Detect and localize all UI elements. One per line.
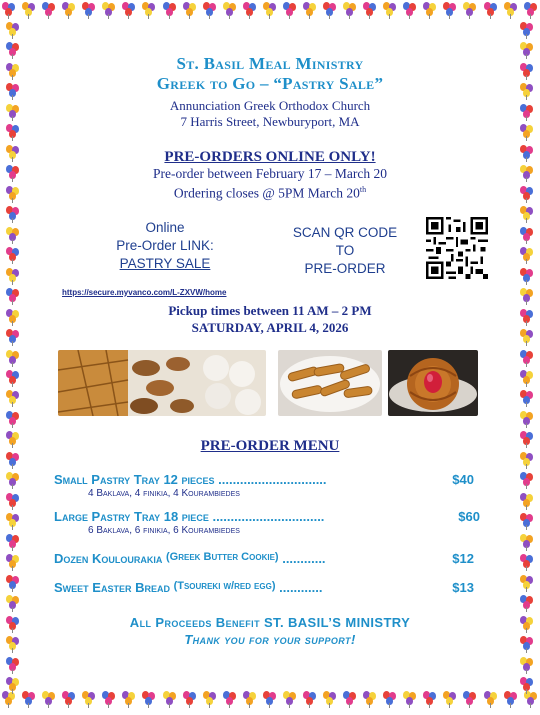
balloon-icon xyxy=(6,104,20,120)
pastry-sale-link[interactable]: PASTRY SALE xyxy=(119,255,211,271)
balloon-icon xyxy=(383,691,397,707)
scan-line1: SCAN QR CODE xyxy=(292,224,398,240)
balloon-icon xyxy=(6,493,20,509)
balloon-icon xyxy=(82,2,96,18)
balloon-icon xyxy=(463,2,477,18)
balloon-icon xyxy=(403,691,417,707)
balloon-icon xyxy=(6,616,20,632)
menu-item xyxy=(54,508,480,536)
balloon-icon xyxy=(243,2,257,18)
item-dots: ............................... xyxy=(212,508,325,524)
balloon-icon xyxy=(2,691,16,707)
balloon-icon xyxy=(6,227,20,243)
flyer-content xyxy=(30,22,510,647)
balloon-icon xyxy=(6,124,20,140)
balloon-icon xyxy=(42,2,56,18)
photo-pastry-tray xyxy=(58,350,266,416)
balloon-icon xyxy=(22,2,36,18)
balloon-icon xyxy=(283,691,297,707)
balloon-icon xyxy=(163,2,177,18)
balloon-icon xyxy=(363,691,377,707)
balloon-icon xyxy=(6,329,20,345)
balloon-icon xyxy=(6,657,20,673)
balloon-icon xyxy=(6,534,20,550)
balloon-icon xyxy=(520,247,534,263)
balloon-icon xyxy=(520,554,534,570)
balloon-icon xyxy=(6,431,20,447)
item-price: $12 xyxy=(452,550,474,566)
balloon-icon xyxy=(163,691,177,707)
balloon-icon xyxy=(6,575,20,591)
balloon-icon xyxy=(520,431,534,447)
balloon-icon xyxy=(520,42,534,58)
item-note: (Greek Butter Cookie) xyxy=(166,550,279,563)
balloon-icon xyxy=(520,63,534,79)
balloon-icon xyxy=(6,390,20,406)
balloon-icon xyxy=(102,691,116,707)
balloon-icon xyxy=(6,145,20,161)
balloon-icon xyxy=(343,691,357,707)
balloon-icon xyxy=(263,2,277,18)
pickup-times: Pickup times between 11 AM – 2 PM xyxy=(168,302,372,318)
balloon-icon xyxy=(6,186,20,202)
balloon-icon xyxy=(520,124,534,140)
balloon-icon xyxy=(520,636,534,652)
balloon-icon xyxy=(504,2,518,18)
church-name: Annunciation Greek Orthodox Church xyxy=(169,98,371,113)
scan-line2: TO xyxy=(335,242,355,258)
item-name: Large Pastry Tray 18 piece xyxy=(54,508,209,524)
balloon-icon xyxy=(2,2,16,18)
balloon-icon xyxy=(323,2,337,18)
balloon-icon xyxy=(6,206,20,222)
balloon-icon xyxy=(520,513,534,529)
balloon-icon xyxy=(520,22,534,38)
menu-heading: PRE-ORDER MENU xyxy=(200,437,340,454)
balloon-icon xyxy=(102,2,116,18)
balloon-icon xyxy=(520,657,534,673)
scan-qr-text xyxy=(280,224,410,278)
item-contents: 4 Baklava, 4 finikia, 4 Kourambiedes xyxy=(88,487,240,499)
balloon-icon xyxy=(243,691,257,707)
balloon-icon xyxy=(520,390,534,406)
balloon-icon xyxy=(263,691,277,707)
balloon-icon xyxy=(303,2,317,18)
balloon-icon xyxy=(62,691,76,707)
balloon-icon xyxy=(520,575,534,591)
balloon-icon xyxy=(22,691,36,707)
item-dots: .............................. xyxy=(218,471,327,487)
balloon-icon xyxy=(520,227,534,243)
balloon-icon xyxy=(6,288,20,304)
balloon-icon xyxy=(520,472,534,488)
balloon-icon xyxy=(6,554,20,570)
order-links-row xyxy=(30,212,510,304)
balloon-icon xyxy=(323,691,337,707)
preorder-closes-sup: th xyxy=(359,185,367,194)
footer-proceeds: All Proceeds Benefit ST. BASIL’S MINISTRY xyxy=(129,614,411,630)
balloon-icon xyxy=(524,2,538,18)
balloon-icon xyxy=(520,268,534,284)
balloon-icon xyxy=(223,691,237,707)
balloon-icon xyxy=(520,534,534,550)
balloon-icon xyxy=(443,2,457,18)
balloon-icon xyxy=(6,309,20,325)
balloon-icon xyxy=(183,2,197,18)
preorder-closes-text: Ordering closes @ 5PM March 20 xyxy=(173,185,360,201)
pickup-date: SATURDAY, APRIL 4, 2026 xyxy=(191,319,349,335)
balloon-icon xyxy=(6,350,20,366)
balloon-icon xyxy=(520,493,534,509)
menu-items xyxy=(54,471,480,595)
item-contents: 6 Baklava, 6 finikia, 6 Kourambiedes xyxy=(88,524,240,536)
balloon-icon xyxy=(6,268,20,284)
item-price: $60 xyxy=(458,508,480,524)
balloon-icon xyxy=(183,691,197,707)
photo-easter-bread xyxy=(388,350,478,416)
footer-thanks: Thank you for your support! xyxy=(184,631,356,647)
balloon-icon xyxy=(6,63,20,79)
balloon-icon xyxy=(6,595,20,611)
balloon-icon xyxy=(283,2,297,18)
balloon-icon xyxy=(62,2,76,18)
balloon-icon xyxy=(443,691,457,707)
balloon-icon xyxy=(403,2,417,18)
order-url-link[interactable]: https://secure.myvanco.com/L-ZXVW/home xyxy=(62,287,227,297)
balloon-icon xyxy=(520,350,534,366)
balloon-icon xyxy=(520,329,534,345)
item-dots: ............ xyxy=(279,579,323,595)
balloon-icon xyxy=(484,2,498,18)
balloon-icon xyxy=(423,691,437,707)
balloon-icon xyxy=(6,677,20,693)
balloon-icon xyxy=(520,370,534,386)
balloon-icon xyxy=(122,2,136,18)
balloon-icon xyxy=(423,2,437,18)
balloon-icon xyxy=(520,206,534,222)
balloon-icon xyxy=(343,2,357,18)
photo-koulourakia xyxy=(278,350,382,416)
balloon-icon xyxy=(6,411,20,427)
menu-item xyxy=(54,551,474,566)
balloon-icon xyxy=(122,691,136,707)
online-link-block xyxy=(90,219,240,273)
item-name: Dozen Koulourakia xyxy=(54,550,163,566)
balloon-icon xyxy=(520,677,534,693)
balloon-icon xyxy=(6,513,20,529)
balloon-border-left xyxy=(2,22,24,693)
pastry-photos xyxy=(30,350,510,416)
item-dots: ............ xyxy=(282,550,326,566)
church-address: 7 Harris Street, Newburyport, MA xyxy=(180,114,360,129)
balloon-icon xyxy=(520,288,534,304)
balloon-icon xyxy=(6,247,20,263)
online-label: Online xyxy=(145,219,185,235)
balloon-icon xyxy=(520,595,534,611)
balloon-icon xyxy=(363,2,377,18)
balloon-icon xyxy=(520,145,534,161)
balloon-icon xyxy=(203,2,217,18)
scan-line3: PRE-ORDER xyxy=(304,260,386,276)
item-note: (Tsoureki w/red egg) xyxy=(173,579,276,592)
balloon-icon xyxy=(6,83,20,99)
balloon-icon xyxy=(142,2,156,18)
balloon-icon xyxy=(520,411,534,427)
balloon-border-right xyxy=(516,22,538,693)
item-price: $13 xyxy=(452,579,474,595)
balloon-icon xyxy=(520,104,534,120)
balloon-icon xyxy=(42,691,56,707)
balloon-icon xyxy=(520,452,534,468)
balloon-icon xyxy=(520,186,534,202)
balloon-border-bottom xyxy=(0,691,540,713)
balloon-icon xyxy=(520,83,534,99)
item-price: $40 xyxy=(452,471,474,487)
preorder-between: Pre-order between February 17 – March 20 xyxy=(153,166,387,181)
balloon-icon xyxy=(6,22,20,38)
balloon-icon xyxy=(383,2,397,18)
balloon-icon xyxy=(303,691,317,707)
balloon-icon xyxy=(6,370,20,386)
balloon-icon xyxy=(223,2,237,18)
balloon-icon xyxy=(6,472,20,488)
item-name: Small Pastry Tray 12 pieces xyxy=(54,471,215,487)
balloon-icon xyxy=(203,691,217,707)
balloon-icon xyxy=(520,165,534,181)
balloon-icon xyxy=(484,691,498,707)
title-line2: Greek to Go – “Pastry Sale” xyxy=(156,74,384,93)
menu-item xyxy=(54,580,474,595)
preorder-closes xyxy=(30,182,510,202)
balloon-icon xyxy=(6,42,20,58)
preorder-link-label: Pre-Order LINK: xyxy=(116,237,214,253)
item-name: Sweet Easter Bread xyxy=(54,579,170,595)
balloon-icon xyxy=(463,691,477,707)
balloon-icon xyxy=(520,616,534,632)
menu-item xyxy=(54,472,474,499)
title-line1: St. Basil Meal Ministry xyxy=(176,54,364,73)
balloon-icon xyxy=(520,309,534,325)
balloon-icon xyxy=(82,691,96,707)
balloon-icon xyxy=(6,165,20,181)
balloon-icon xyxy=(504,691,518,707)
qr-code-icon[interactable] xyxy=(426,217,488,279)
balloon-icon xyxy=(6,636,20,652)
balloon-icon xyxy=(6,452,20,468)
balloon-icon xyxy=(142,691,156,707)
balloon-border-top xyxy=(0,2,540,24)
preorder-heading: PRE-ORDERS ONLINE ONLY! xyxy=(164,149,376,165)
